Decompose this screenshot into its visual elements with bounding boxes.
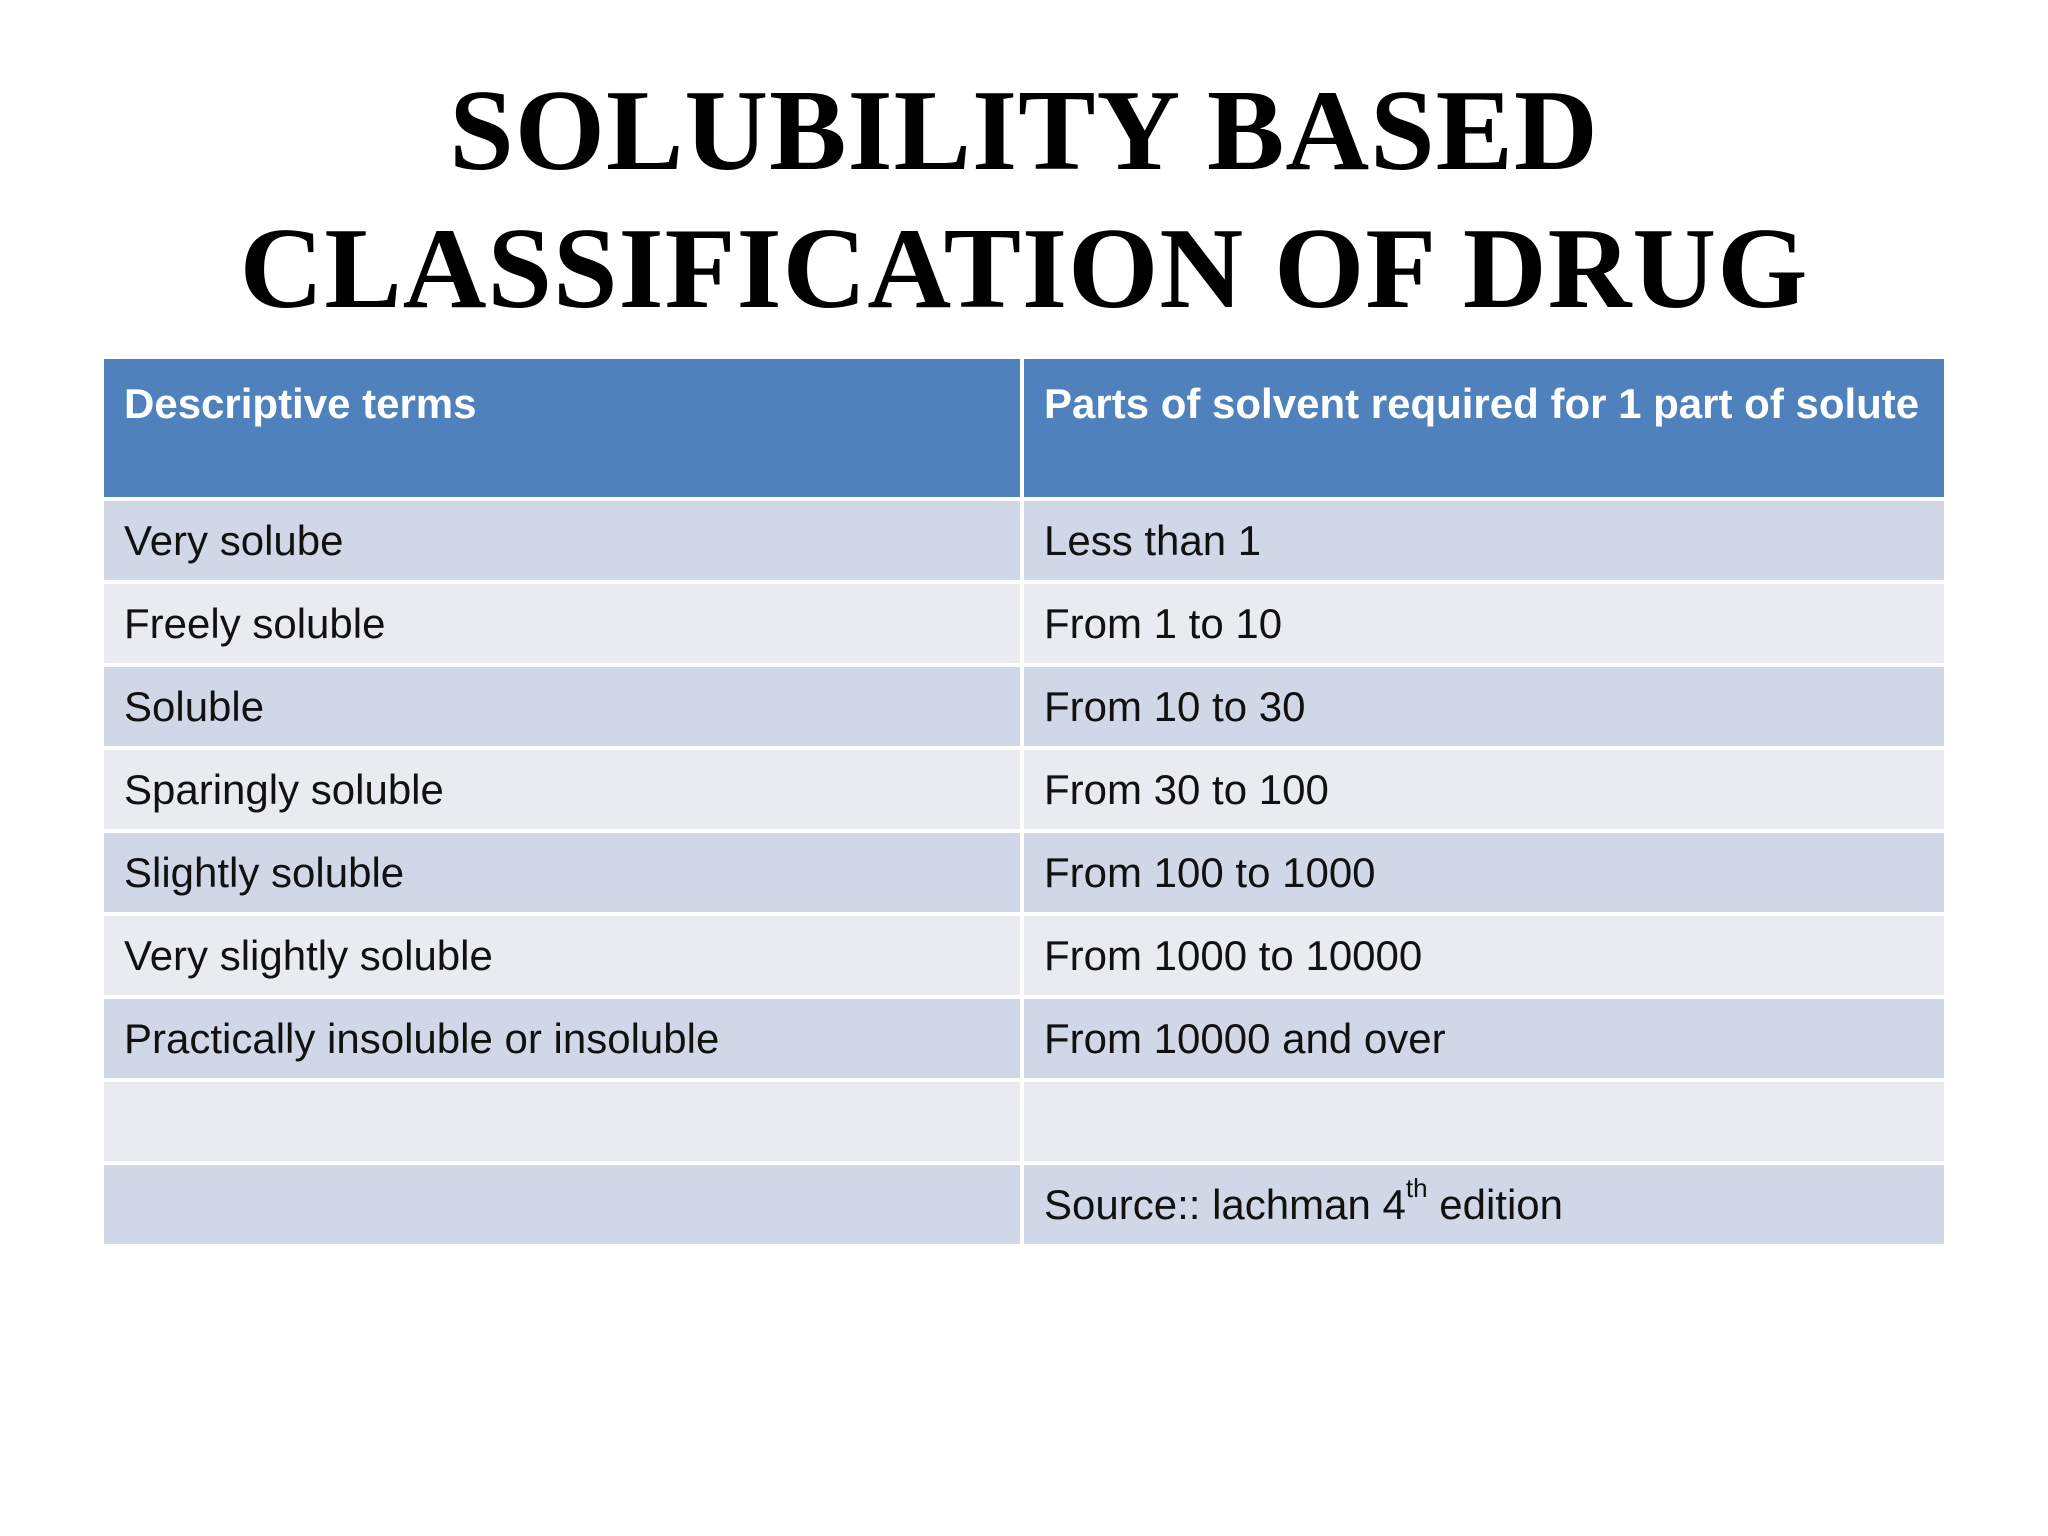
table-row (104, 584, 1944, 667)
header-parts-of-solvent: Parts of solvent required for 1 part of solute (1024, 359, 1944, 501)
term-cell: Soluble (104, 667, 1024, 750)
slide-title-line-1: SOLUBILITY BASED (449, 67, 1599, 195)
parts-cell: From 30 to 100 (1024, 750, 1944, 833)
empty-cell (1024, 1082, 1944, 1165)
table-row (104, 750, 1944, 833)
term-cell: Freely soluble (104, 584, 1024, 667)
header-descriptive-terms: Descriptive terms (104, 359, 1024, 501)
empty-cell (104, 1165, 1024, 1248)
slide-title-line-2: CLASSIFICATION OF DRUG (239, 205, 1809, 333)
parts-cell: Less than 1 (1024, 501, 1944, 584)
term-cell: Sparingly soluble (104, 750, 1024, 833)
table-row (104, 916, 1944, 999)
source-citation-text (1044, 1172, 1563, 1229)
table-row (104, 999, 1944, 1082)
parts-cell: From 1000 to 10000 (1024, 916, 1944, 999)
term-cell: Practically insoluble or insoluble (104, 999, 1024, 1082)
empty-cell (104, 1082, 1024, 1165)
slide-title (0, 62, 2048, 338)
term-cell: Very slightly soluble (104, 916, 1024, 999)
table-row (104, 501, 1944, 584)
table-row (104, 833, 1944, 916)
source-citation-cell (1024, 1165, 1944, 1248)
source-superscript: th (1405, 1172, 1428, 1203)
term-cell: Very solube (104, 501, 1024, 584)
source-prefix: Source:: lachman 4 (1044, 1180, 1406, 1228)
table-header-row (104, 359, 1944, 501)
source-suffix: edition (1427, 1180, 1563, 1228)
parts-cell: From 10000 and over (1024, 999, 1944, 1082)
parts-cell: From 10 to 30 (1024, 667, 1944, 750)
table-row (104, 667, 1944, 750)
term-cell: Slightly soluble (104, 833, 1024, 916)
table-row-empty (104, 1082, 1944, 1165)
parts-cell: From 1 to 10 (1024, 584, 1944, 667)
table-row-source (104, 1165, 1944, 1248)
solubility-table (104, 359, 1944, 1248)
parts-cell: From 100 to 1000 (1024, 833, 1944, 916)
